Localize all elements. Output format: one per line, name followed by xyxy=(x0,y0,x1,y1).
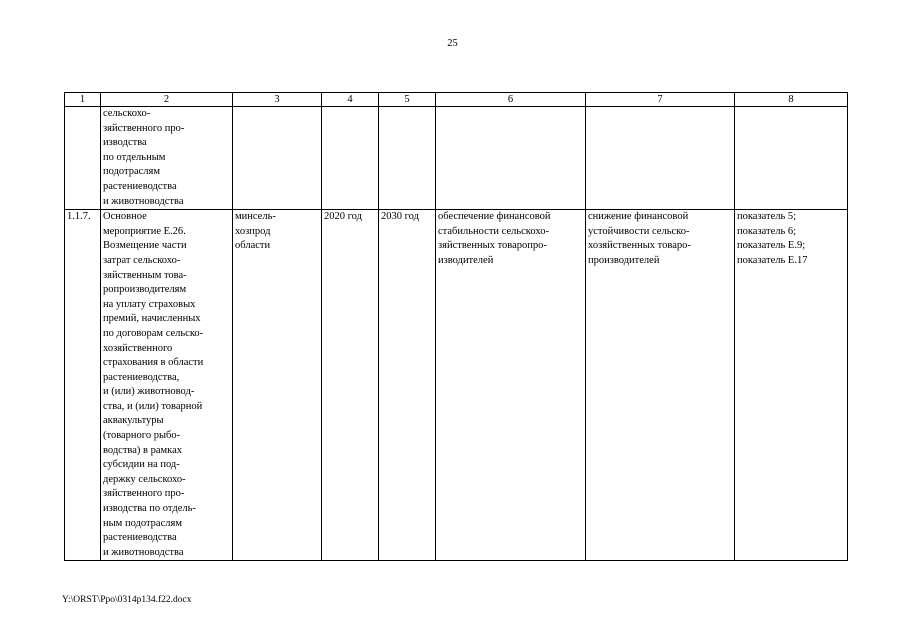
col-header-8: 8 xyxy=(735,93,848,107)
end-year-cell: 2030 год xyxy=(379,210,436,561)
activity-cell: сельскохо- зяйственного про- изводства по отдельным подотраслям растениеводства и животноводства xyxy=(101,107,233,210)
start-year-cell: 2020 год xyxy=(322,210,379,561)
table-row xyxy=(65,107,848,210)
row-number: 1.1.7. xyxy=(65,210,101,561)
col-header-1: 1 xyxy=(65,93,101,107)
start-year-cell xyxy=(322,107,379,210)
activities-table xyxy=(64,92,848,561)
header-row xyxy=(65,93,848,107)
executor-cell: минсель- хозпрод области xyxy=(233,210,322,561)
executor-cell xyxy=(233,107,322,210)
col-header-4: 4 xyxy=(322,93,379,107)
table-row xyxy=(65,210,848,561)
result-cell: обеспечение финансовой стабильности сельскохо- зяйственных товаропро- изводителей xyxy=(436,210,586,561)
activity-cell: Основное мероприятие Е.26. Возмещение части затрат сельскохо- зяйственным това- ропроизводителям на уплату страховых премий, начисленных по договорам сельско- хозяйственного страхования в области растениеводства, и (или) животновод- ства, и (или) товарной аквакультуры (товарного рыбо- водства) в рамках субсидии на под- держку сельскохо- зяйственного про- изводства по отдель- ным подотраслям растениеводства и животноводства xyxy=(101,210,233,561)
indicators-cell xyxy=(735,107,848,210)
row-number xyxy=(65,107,101,210)
col-header-3: 3 xyxy=(233,93,322,107)
col-header-6: 6 xyxy=(436,93,586,107)
page-number: 25 xyxy=(447,38,458,49)
consequence-cell xyxy=(586,107,735,210)
file-path-footer: Y:\ORST\Ppo\0314p134.f22.docx xyxy=(62,595,192,605)
col-header-5: 5 xyxy=(379,93,436,107)
result-cell xyxy=(436,107,586,210)
end-year-cell xyxy=(379,107,436,210)
col-header-2: 2 xyxy=(101,93,233,107)
indicators-cell: показатель 5; показатель 6; показатель Е.9; показатель Е.17 xyxy=(735,210,848,561)
consequence-cell: снижение финансовой устойчивости сельско- хозяйственных товаро- производителей xyxy=(586,210,735,561)
col-header-7: 7 xyxy=(586,93,735,107)
